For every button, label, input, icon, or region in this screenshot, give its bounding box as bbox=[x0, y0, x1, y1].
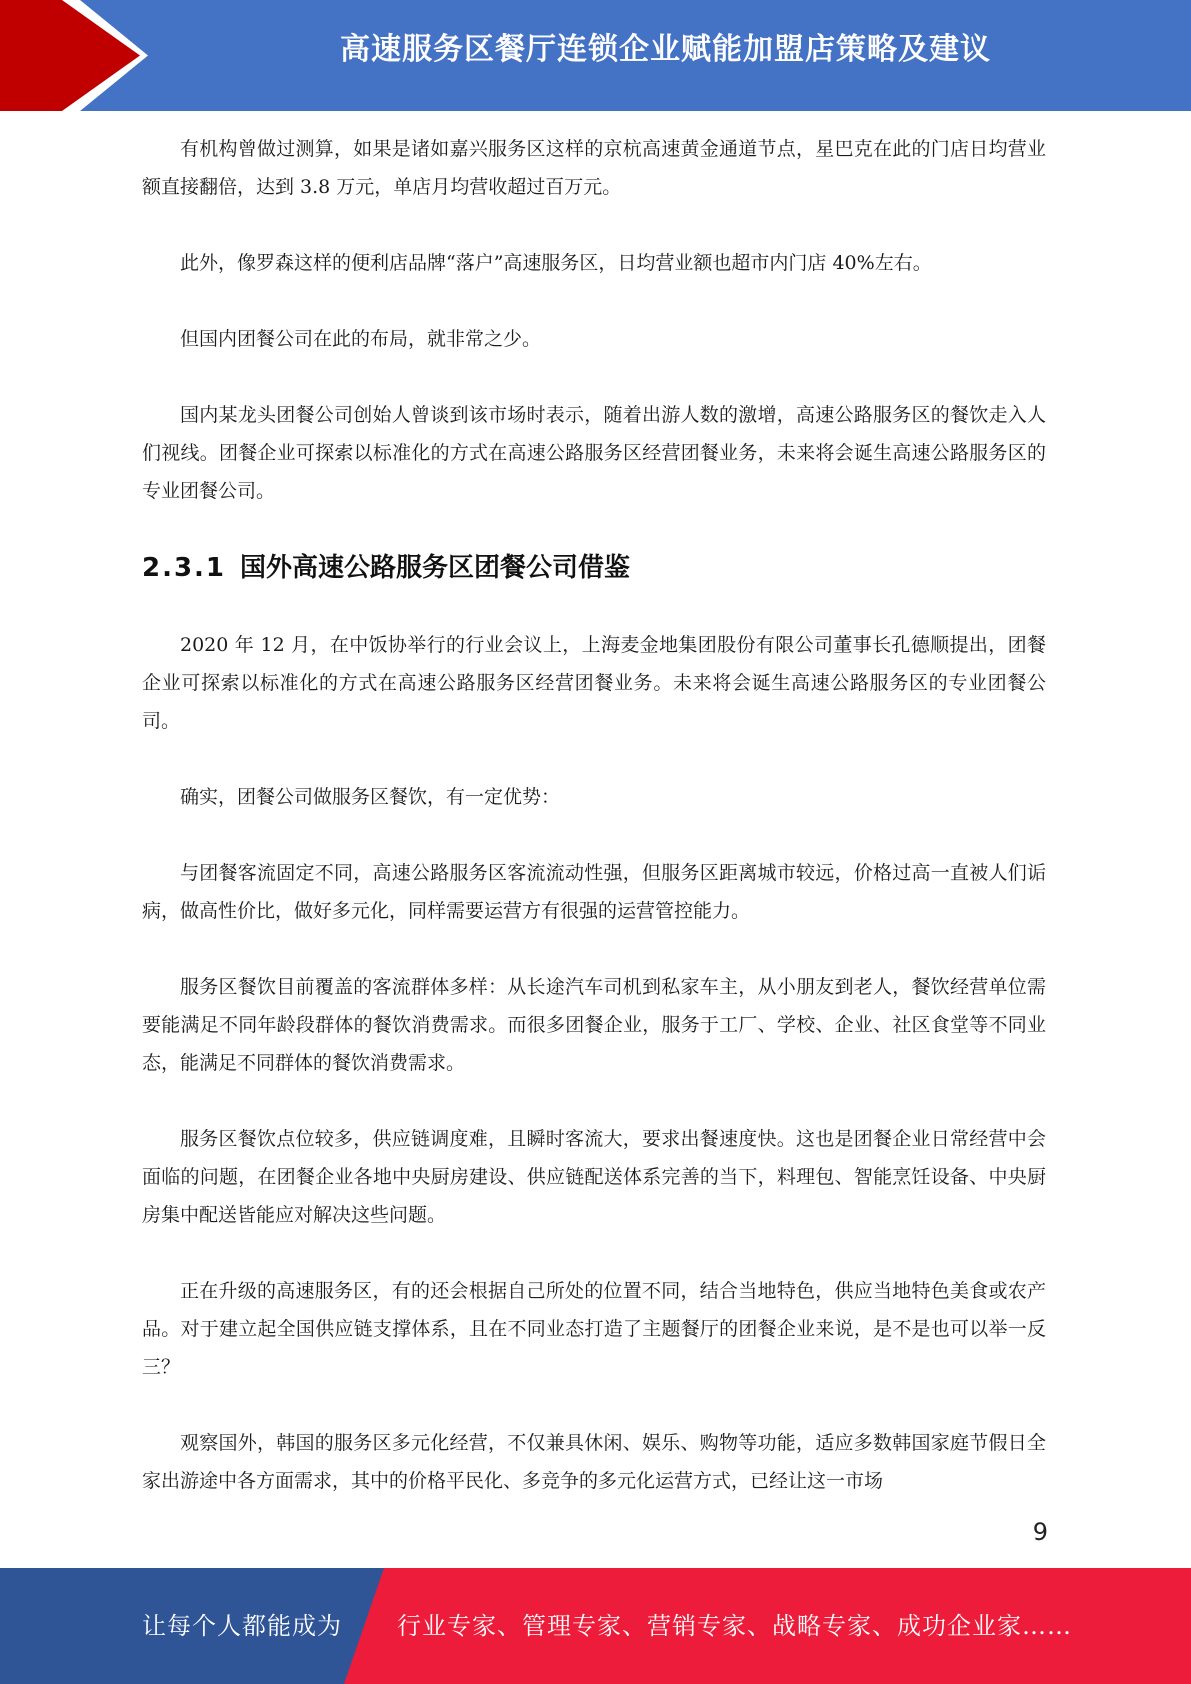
paragraph: 服务区餐饮点位较多，供应链调度难，且瞬时客流大，要求出餐速度快。这也是团餐企业日常经营中会面临的问题，在团餐企业各地中央厨房建设、供应链配送体系完善的当下，料理包、智能烹饪设备、中央厨房集中配送皆能应对解决这些问题。 bbox=[142, 1128, 1046, 1226]
paragraph: 与团餐客流固定不同，高速公路服务区客流流动性强，但服务区距离城市较远，价格过高一直被人们诟病，做高性价比，做好多元化，同样需要运营方有很强的运营管控能力。 bbox=[142, 862, 1046, 922]
page-footer bbox=[0, 1568, 1191, 1684]
paragraph: 有机构曾做过测算，如果是诸如嘉兴服务区这样的京杭高速黄金通道节点，星巴克在此的门店日均营业额直接翻倍，达到 3.8 万元，单店月均营收超过百万元。 bbox=[142, 138, 1046, 198]
paragraph: 但国内团餐公司在此的布局，就非常之少。 bbox=[180, 328, 542, 350]
section-title: 国外高速公路服务区团餐公司借鉴 bbox=[240, 553, 631, 583]
footer-slogan-right: 行业专家、管理专家、营销专家、战略专家、成功企业家…… bbox=[397, 1612, 1072, 1640]
paragraph: 服务区餐饮目前覆盖的客流群体多样：从长途汽车司机到私家车主，从小朋友到老人，餐饮经营单位需要能满足不同年龄段群体的餐饮消费需求。而很多团餐企业，服务于工厂、学校、企业、社区食堂等不同业态，能满足不同群体的餐饮消费需求。 bbox=[142, 976, 1046, 1074]
document-body bbox=[142, 130, 1046, 1500]
header-title: 高速服务区餐厅连锁企业赋能加盟店策略及建议 bbox=[340, 32, 991, 67]
header-arrow-decoration bbox=[0, 0, 160, 111]
section-number: 2.3.1 bbox=[142, 553, 227, 583]
paragraph: 此外，像罗森这样的便利店品牌“落户”高速服务区，日均营业额也超市内门店 40%左右。 bbox=[180, 252, 932, 274]
section-heading bbox=[142, 536, 1046, 600]
footer-slogan-left: 让每个人都能成为 bbox=[142, 1612, 342, 1640]
paragraph: 正在升级的高速服务区，有的还会根据自己所处的位置不同，结合当地特色，供应当地特色美食或农产品。对于建立起全国供应链支撑体系，且在不同业态打造了主题餐厅的团餐企业来说，是不是也可以举一反三？ bbox=[142, 1280, 1046, 1378]
page-number: 9 bbox=[1032, 1518, 1048, 1546]
page-header bbox=[0, 0, 1191, 111]
paragraph: 2020 年 12 月，在中饭协举行的行业会议上，上海麦金地集团股份有限公司董事长孔德顺提出，团餐企业可探索以标准化的方式在高速公路服务区经营团餐业务。未来将会诞生高速公路服务区的专业团餐公司。 bbox=[142, 634, 1046, 732]
paragraph: 观察国外，韩国的服务区多元化经营，不仅兼具休闲、娱乐、购物等功能，适应多数韩国家庭节假日全家出游途中各方面需求，其中的价格平民化、多竞争的多元化运营方式，已经让这一市场 bbox=[142, 1432, 1046, 1492]
paragraph: 确实，团餐公司做服务区餐饮，有一定优势： bbox=[180, 786, 561, 808]
paragraph: 国内某龙头团餐公司创始人曾谈到该市场时表示，随着出游人数的激增，高速公路服务区的餐饮走入人们视线。团餐企业可探索以标准化的方式在高速公路服务区经营团餐业务，未来将会诞生高速公路服务区的专业团餐公司。 bbox=[142, 404, 1046, 502]
